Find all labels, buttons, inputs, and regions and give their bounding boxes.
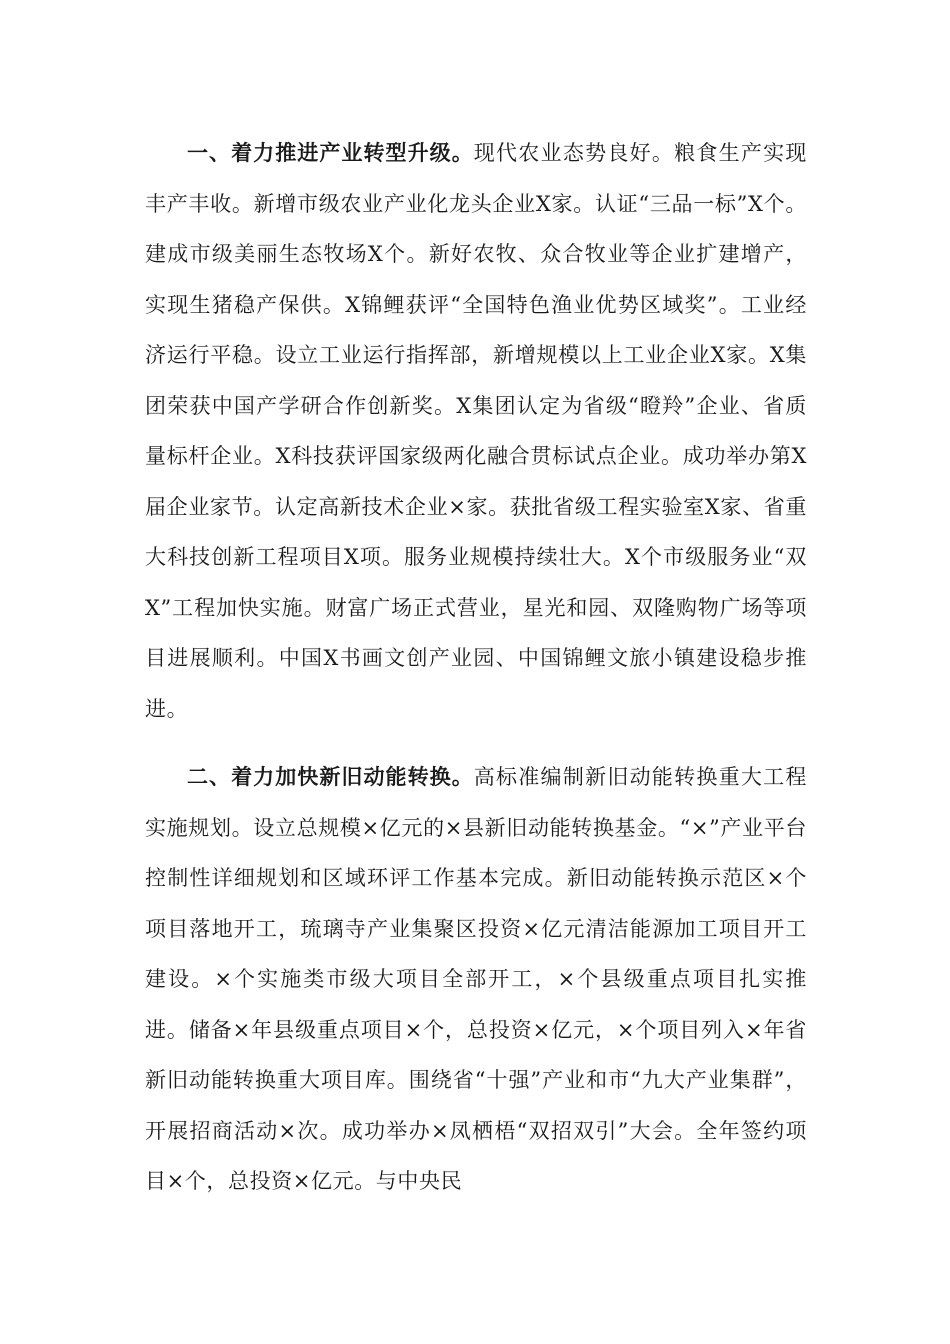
paragraph-text: 现代农业态势良好。粮食生产实现丰产丰收。新增市级农业产业化龙头企业X家。认证“三品一标”X个。建成市级美丽生态牧场X个。新好农牧、众合牧业等企业扩建增产，实现生猪稳产保供。X锦鲤获评“全国特色渔业优势区域奖”。工业经济运行平稳。设立工业运行指挥部，新增规模以上工业企业X家。X集团荣获中国产学研合作创新奖。X集团认定为省级“瞪羚”企业、省质量标杆企业。X科技获评国家级两化融合贯标试点企业。成功举办第X届企业家节。认定高新技术企业×家。获批省级工程实验室X家、省重大科技创新工程项目X项。服务业规模持续壮大。X个市级服务业“双X”工程加快实施。财富广场正式营业，星光和园、双隆购物广场等项目进展顺利。中国X书画文创产业园、中国锦鲤文旅小镇建设稳步推进。: [145, 141, 808, 721]
paragraph-heading: 一、着力推进产业转型升级。: [187, 141, 474, 165]
paragraph-industry-upgrade: [145, 128, 807, 734]
paragraph-heading: 二、着力加快新旧动能转换。: [187, 765, 474, 789]
document-body: [145, 128, 807, 1207]
paragraph-kinetic-energy-conversion: [145, 752, 807, 1207]
paragraph-text: 高标准编制新旧动能转换重大工程实施规划。设立总规模×亿元的×县新旧动能转换基金。“×”产业平台控制性详细规划和区域环评工作基本完成。新旧动能转换示范区×个项目落地开工，琉璃寺产业集聚区投资×亿元清洁能源加工项目开工建设。×个实施类市级大项目全部开工，×个县级重点项目扎实推进。储备×年县级重点项目×个，总投资×亿元，×个项目列入×年省新旧动能转换重大项目库。围绕省“十强”产业和市“九大产业集群”，开展招商活动×次。成功举办×凤栖梧“双招双引”大会。全年签约项目×个，总投资×亿元。与中央民: [145, 765, 808, 1193]
